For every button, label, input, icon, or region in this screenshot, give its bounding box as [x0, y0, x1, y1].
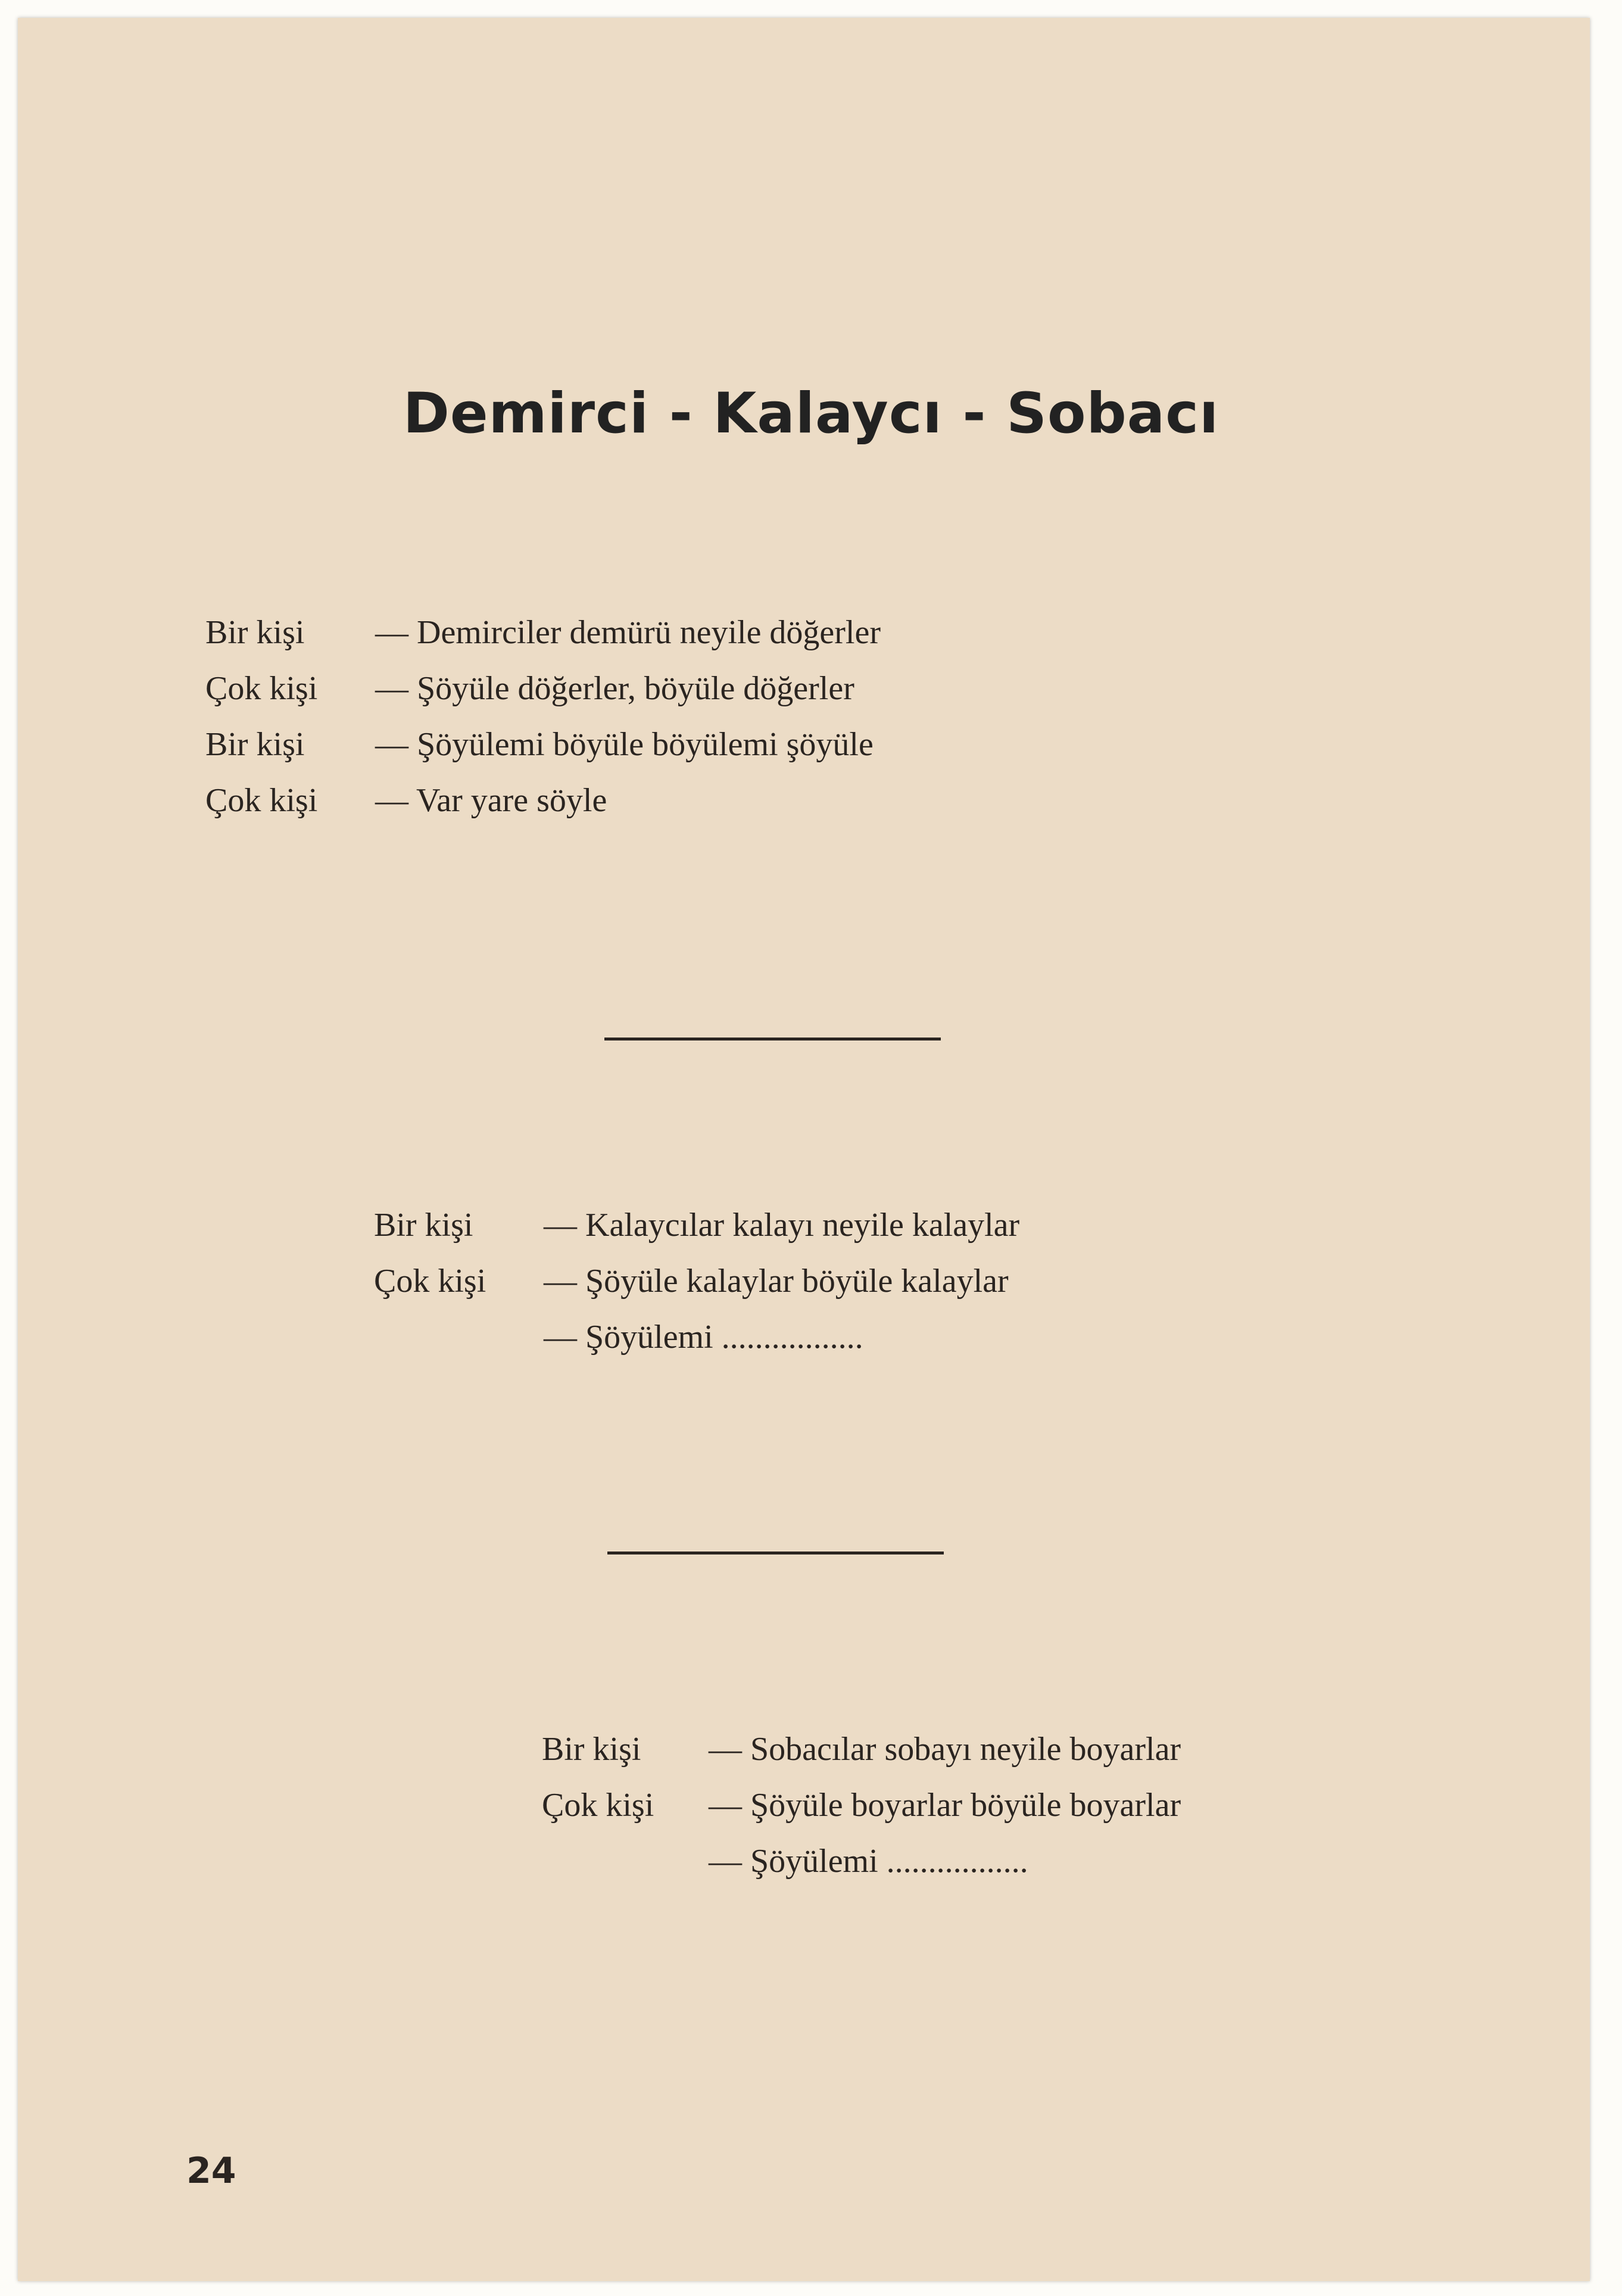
speaker-label: Bir kişi — [205, 726, 305, 763]
speaker-label: Bir kişi — [205, 614, 305, 651]
verse-text: — Var yare söyle — [375, 782, 607, 819]
page-title: Demirci - Kalaycı - Sobacı — [403, 381, 1219, 446]
verse-text: — Şöyülemi ................. — [544, 1319, 863, 1356]
verse-text: — Kalaycılar kalayı neyile kalaylar — [544, 1207, 1020, 1244]
speaker-label: Çok kişi — [374, 1263, 486, 1300]
verse-text: — Şöyüle kalaylar böyüle kalaylar — [544, 1263, 1009, 1300]
speaker-label: Bir kişi — [374, 1207, 473, 1244]
verse-text: — Demirciler demürü neyile döğerler — [375, 614, 881, 651]
verse-text: — Sobacılar sobayı neyile boyarlar — [709, 1731, 1181, 1768]
page-sheet — [18, 18, 1590, 2281]
verse-text: — Şöyüle boyarlar böyüle boyarlar — [709, 1787, 1181, 1824]
page-number: 24 — [186, 2150, 236, 2192]
section-divider — [607, 1552, 944, 1554]
speaker-label: Çok kişi — [205, 782, 318, 819]
speaker-label: Bir kişi — [542, 1731, 641, 1768]
speaker-label: Çok kişi — [542, 1787, 654, 1824]
verse-text: — Şöyülemi ................. — [709, 1843, 1028, 1880]
section-divider — [604, 1038, 941, 1040]
verse-text: — Şöyüle döğerler, böyüle döğerler — [375, 670, 854, 707]
speaker-label: Çok kişi — [205, 670, 318, 707]
verse-text: — Şöyülemi böyüle böyülemi şöyüle — [375, 726, 874, 763]
